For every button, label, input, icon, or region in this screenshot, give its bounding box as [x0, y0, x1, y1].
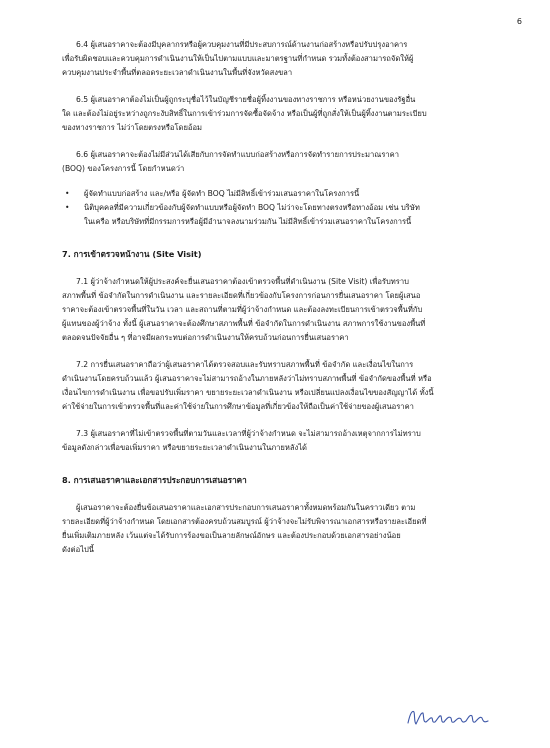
text-line: • ผู้จัดทำแบบก่อสร้าง และ/หรือ ผู้จัดทำ BOQ ไม่มีสิทธิ์เข้าร่วมเสนอราคาในโครงการนี้: [84, 189, 360, 198]
list-item: [62, 187, 488, 201]
clause-6-5: [62, 93, 488, 135]
text-line: 7.1 ผู้ว่าจ้างกำหนดให้ผู้ประสงค์จะยื่นเสนอราคาต้องเข้าตรวจพื้นที่ดำเนินงาน (Site Visit) เพื่อรับทราบ: [76, 277, 409, 286]
bullet-list: [62, 187, 488, 229]
text-line: เงื่อนไขการดำเนินงาน เพื่อขอปรับเพิ่มราคา ขยายระยะเวลาดำเนินงาน หรือเปลี่ยนแปลงเงื่อนไขของสัญญาได้ ทั้งนี้: [62, 388, 434, 397]
text-line: ผู้เสนอราคาจะต้องยื่นข้อเสนอราคาและเอกสารประกอบการเสนอราคาทั้งหมดพร้อมกันในคราวเดียว ตาม: [76, 503, 416, 512]
text-line: (BOQ) ของโครงการนี้ โดยกำหนดว่า: [62, 164, 185, 173]
clause-7-1: [62, 275, 488, 345]
text-line: ในเครือ หรือบริษัทที่มีกรรมการหรือผู้มีอำนาจลงนามร่วมกัน ไม่มีสิทธิ์เข้าร่วมเสนอราคาในโครงการนี้: [84, 217, 412, 226]
text-line: • นิติบุคคลที่มีความเกี่ยวข้องกับผู้จัดทำแบบหรือผู้จัดทำ BOQ ไม่ว่าจะโดยทางตรงหรือทางอ้อม เช่น บริษัท: [84, 203, 420, 212]
text-line: ยื่นเพิ่มเติมภายหลัง เว้นแต่จะได้รับการร้องขอเป็นลายลักษณ์อักษร และต้องประกอบด้วยเอกสารอย่างน้อย: [62, 531, 401, 540]
section-heading-7: 7. การเข้าตรวจหน้างาน (Site Visit): [62, 249, 202, 259]
text-line: เพื่อรับผิดชอบและควบคุมการดำเนินงานให้เป็นไปตามแบบและมาตรฐานที่กำหนด รวมทั้งต้องสามารถจัดให้ผู้: [62, 54, 414, 63]
clause-6-4: [62, 38, 488, 80]
text-line: ค่าใช้จ่ายในการเข้าตรวจพื้นที่และค่าใช้จ่ายในการศึกษาข้อมูลที่เกี่ยวข้องให้ถือเป็นค่าใช้จ่ายของผู้เสนอราคา: [62, 402, 414, 411]
text-line: ผู้แทนของผู้ว่าจ้าง ทั้งนี้ ผู้เสนอราคาจะต้องศึกษาสภาพพื้นที่ ข้อจำกัดในการดำเนินงาน สภาพการใช้งานของพื้นที่: [62, 319, 426, 328]
text-line: ของทางราชการ ไม่ว่าโดยตรงหรือโดยอ้อม: [62, 123, 203, 132]
text-line: ข้อมูลดังกล่าวเพื่อขอเพิ่มราคา หรือขยายระยะเวลาดำเนินงานในภายหลังได้: [62, 443, 307, 452]
document-body: [62, 38, 488, 570]
text-line: ดำเนินงานโดยครบถ้วนแล้ว ผู้เสนอราคาจะไม่สามารถอ้างในภายหลังว่าไม่ทราบสภาพพื้นที่ ข้อจำกัดของพื้นที่ หรือ: [62, 374, 432, 383]
text-line: 7.2 การยื่นเสนอราคาถือว่าผู้เสนอราคาได้ตรวจสอบและรับทราบสภาพพื้นที่ ข้อจำกัด และเงื่อนไขในการ: [76, 360, 414, 369]
text-line: ตลอดจนปัจจัยอื่น ๆ ที่อาจมีผลกระทบต่อการดำเนินงานให้ครบถ้วนก่อนการยื่นเสนอราคา: [62, 333, 349, 342]
text-line: 6.6 ผู้เสนอราคาจะต้องไม่มีส่วนได้เสียกับการจัดทำแบบก่อสร้างหรือการจัดทำรายการประมาณราคา: [76, 150, 400, 159]
section-heading-8: 8. การเสนอราคาและเอกสารประกอบการเสนอราคา: [62, 475, 247, 485]
text-line: 7.3 ผู้เสนอราคาที่ไม่เข้าตรวจพื้นที่ตามวันและเวลาที่ผู้ว่าจ้างกำหนด จะไม่สามารถอ้างเหตุจากการไม่ทราบ: [76, 429, 421, 438]
clause-7-3: [62, 427, 488, 455]
page-number: 6: [516, 17, 522, 26]
text-line: ควบคุมงานประจำพื้นที่ตลอดระยะเวลาดำเนินงานในพื้นที่จังหวัดสงขลา: [62, 68, 293, 77]
text-line: รายละเอียดที่ผู้ว่าจ้างกำหนด โดยเอกสารต้องครบถ้วนสมบูรณ์ ผู้ว่าจ้างจะไม่รับพิจารณาเอกสารหรือรายละเอียดที่: [62, 517, 427, 526]
text-line: สภาพพื้นที่ ข้อจำกัดในการดำเนินงาน และรายละเอียดที่เกี่ยวข้องกับโครงการก่อนการยื่นเสนอราคา โดยผู้เสนอ: [62, 291, 421, 300]
list-item: [62, 201, 488, 229]
text-line: 6.5 ผู้เสนอราคาต้องไม่เป็นผู้ถูกระบุชื่อไว้ในบัญชีรายชื่อผู้ทิ้งงานของทางราชการ หรือหน่วยงานของรัฐอื่น: [76, 95, 416, 104]
clause-8: [62, 501, 488, 557]
clause-7-2: [62, 358, 488, 414]
clause-6-6: [62, 148, 488, 176]
signature: [404, 704, 494, 730]
text-line: ราคาจะต้องเข้าตรวจพื้นที่ในวัน เวลา และสถานที่ตามที่ผู้ว่าจ้างกำหนด และต้องลงทะเบียนการเข้าตรวจพื้นที่กับ: [62, 305, 423, 314]
text-line: 6.4 ผู้เสนอราคาจะต้องมีบุคลากรหรือผู้ควบคุมงานที่มีประสบการณ์ด้านงานก่อสร้างหรือปรับปรุงอาคาร: [76, 40, 408, 49]
text-line: ดังต่อไปนี้: [62, 545, 94, 554]
text-line: ใด และต้องไม่อยู่ระหว่างถูกระงับสิทธิ์ในการเข้าร่วมการจัดซื้อจัดจ้าง หรือเป็นผู้ที่ถูกสั่งให้เป็นผู้ทิ้งงานตามระเบียบ: [62, 109, 427, 118]
